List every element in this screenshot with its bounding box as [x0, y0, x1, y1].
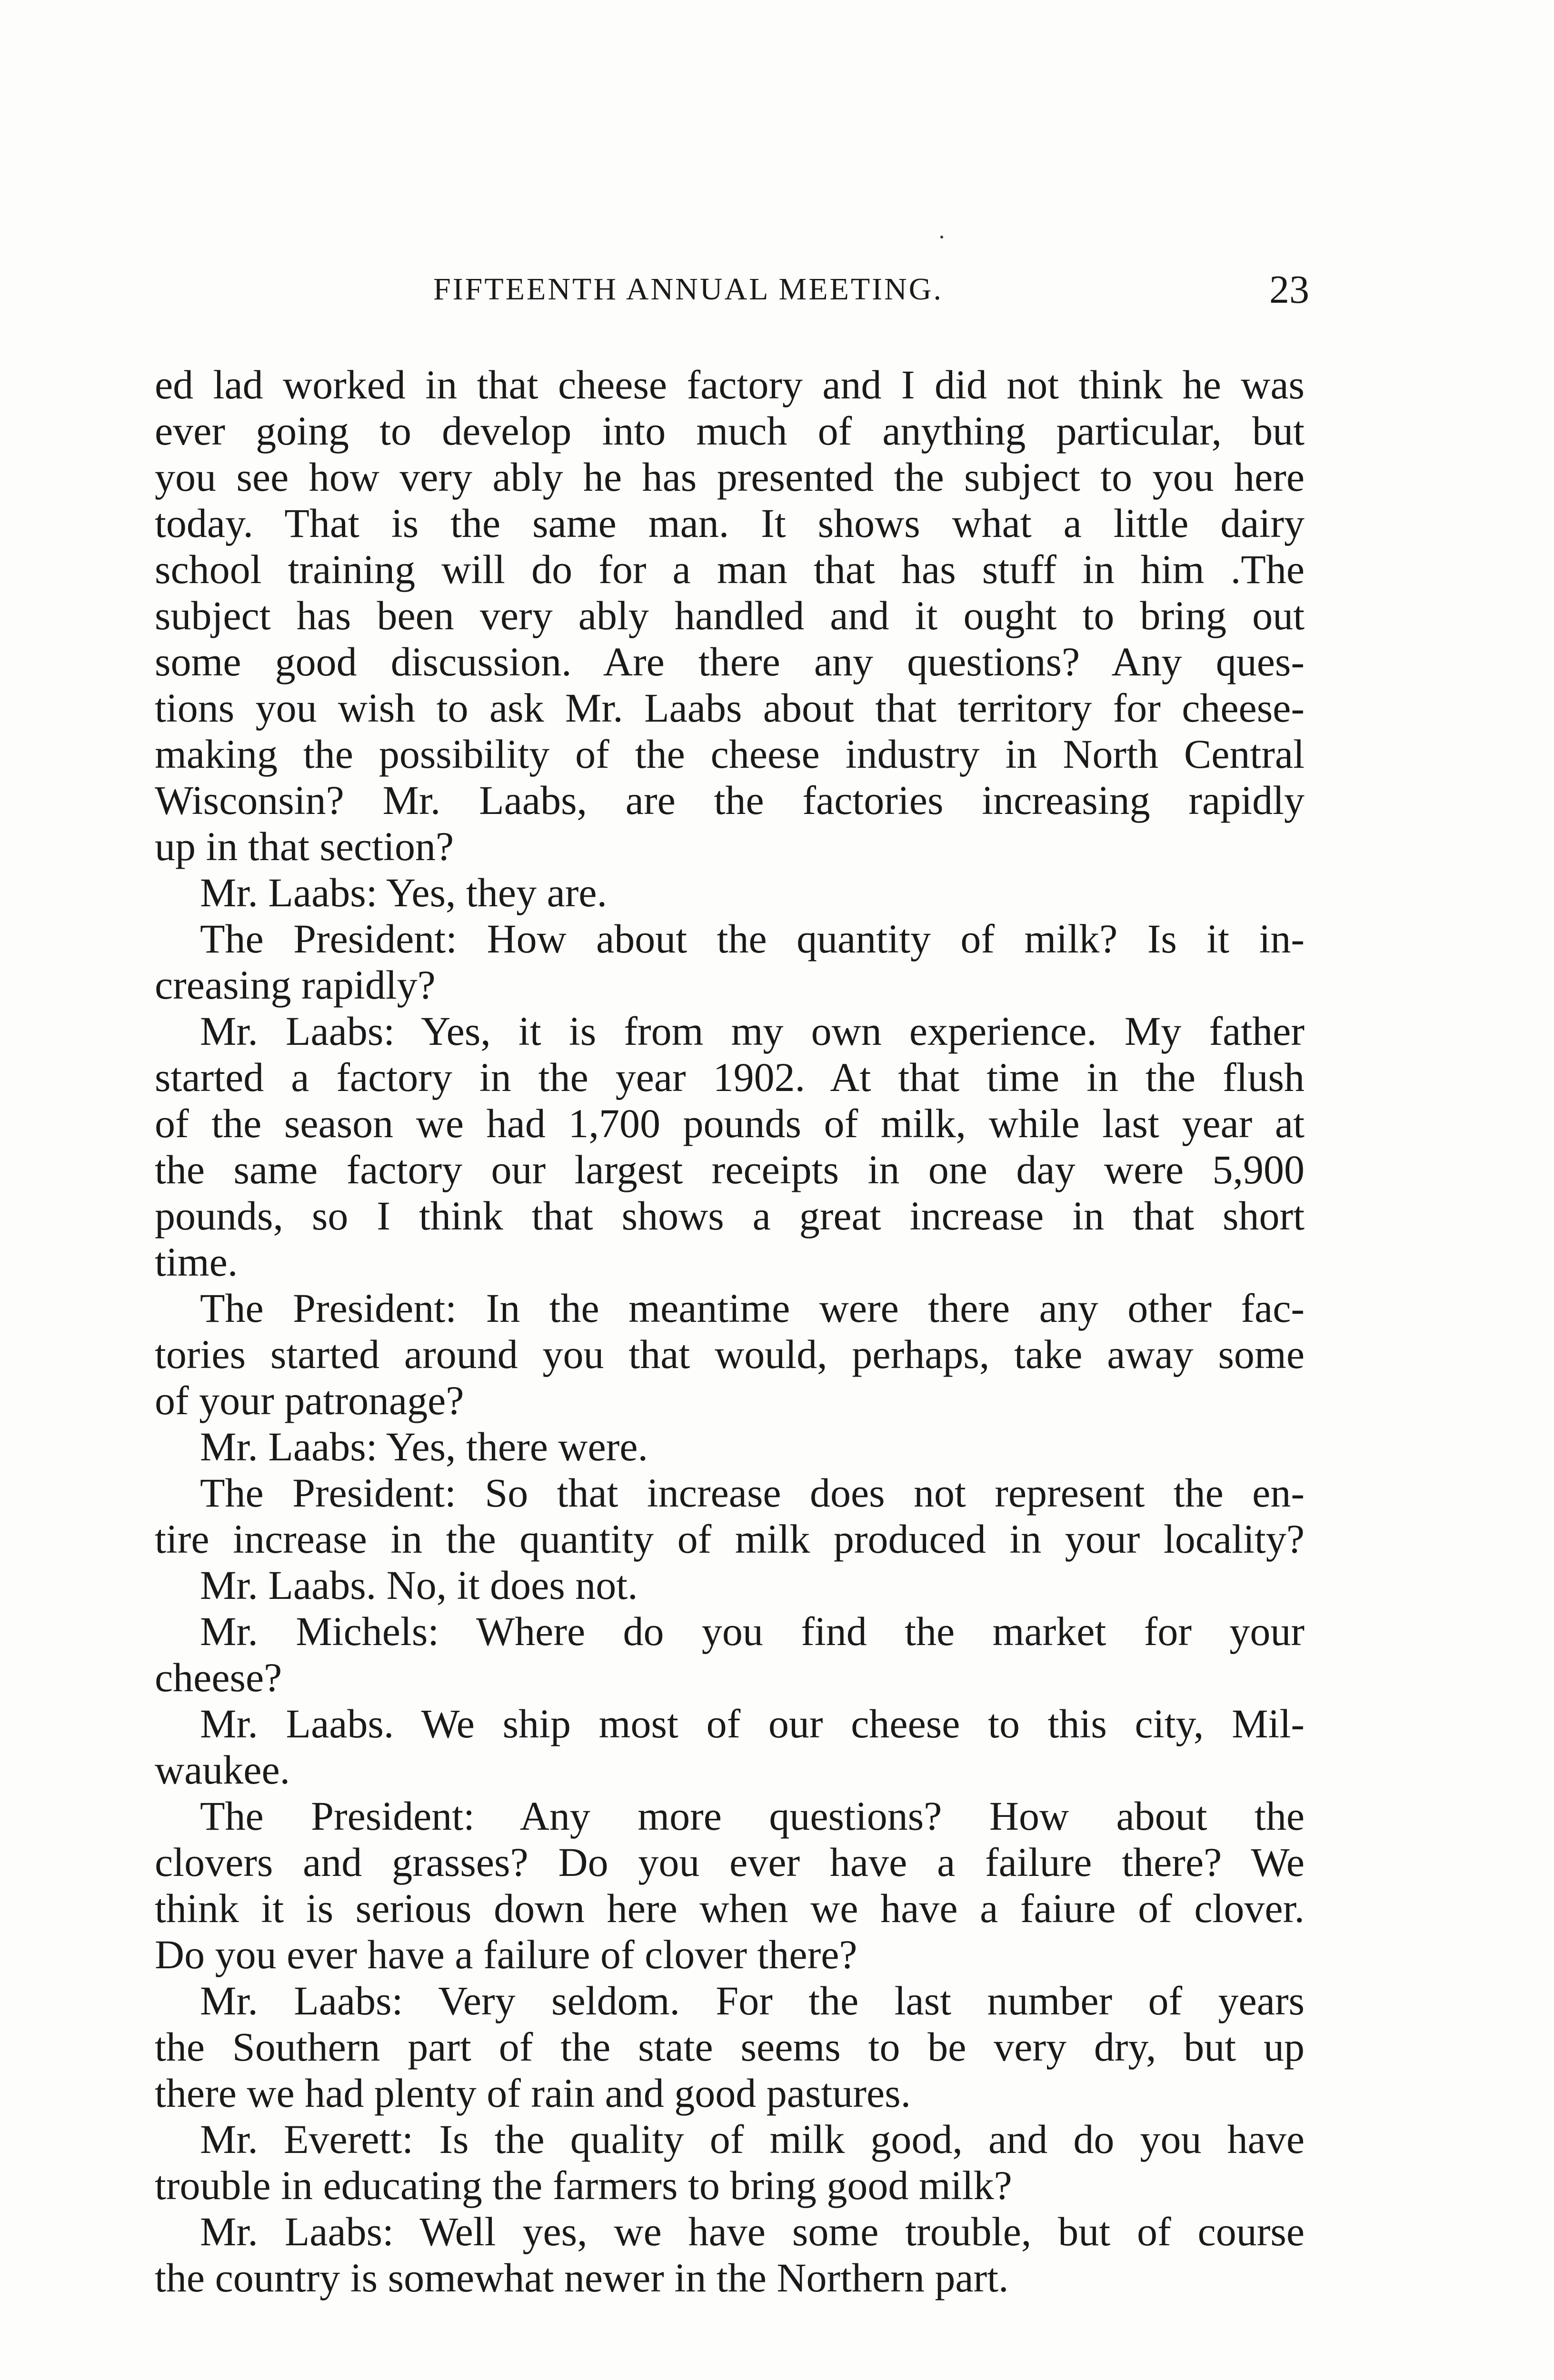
text-line: tions you wish to ask Mr. Laabs about that territory for cheese-: [155, 685, 1305, 731]
text-line: ed lad worked in that cheese factory and I did not think he was: [155, 362, 1305, 407]
text-line: Mr. Laabs: Well yes, we have some trouble, but of course: [200, 2209, 1305, 2254]
ink-speck: [940, 236, 943, 238]
text-line: of the season we had 1,700 pounds of milk, while last year at: [155, 1101, 1305, 1146]
text-line: The President: So that increase does not represent the en-: [200, 1470, 1305, 1516]
text-line: Mr. Laabs: Very seldom. For the last number of years: [200, 1978, 1305, 2023]
text-line: pounds, so I think that shows a great increase in that short: [155, 1193, 1305, 1239]
text-line: Do you ever have a failure of clover there?: [155, 1932, 857, 1977]
text-line: The President: In the meantime were there any other fac-: [200, 1285, 1305, 1331]
text-line: started a factory in the year 1902. At that time in the flush: [155, 1054, 1305, 1100]
text-line: Mr. Laabs: Yes, they are.: [200, 870, 608, 915]
running-head: FIFTEENTH ANNUAL MEETING.: [433, 272, 943, 307]
text-line: you see how very ably he has presented the subject to you here: [155, 454, 1305, 500]
text-line: think it is serious down here when we have a faiure of clover.: [155, 1885, 1305, 1931]
body-text: [155, 362, 1305, 2301]
text-line: subject has been very ably handled and it ought to bring out: [155, 593, 1305, 638]
text-line: time.: [155, 1239, 238, 1285]
text-line: Mr. Everett: Is the quality of milk good, and do you have: [200, 2116, 1305, 2162]
text-line: tire increase in the quantity of milk produced in your locality?: [155, 1516, 1305, 1562]
text-line: The President: How about the quantity of milk? Is it in-: [200, 916, 1305, 962]
text-line: tories started around you that would, perhaps, take away some: [155, 1331, 1305, 1377]
text-line: creasing rapidly?: [155, 962, 436, 1008]
text-line: waukee.: [155, 1747, 290, 1793]
text-line: Mr. Michels: Where do you find the market for your: [200, 1608, 1305, 1654]
page-header: [157, 267, 1309, 324]
text-line: the same factory our largest receipts in one day were 5,900: [155, 1147, 1305, 1192]
text-line: the Southern part of the state seems to be very dry, but up: [155, 2024, 1305, 2070]
text-line: of your patronage?: [155, 1378, 464, 1423]
text-line: the country is somewhat newer in the Northern part.: [155, 2255, 1009, 2301]
text-line: The President: Any more questions? How about the: [200, 1793, 1305, 1839]
text-line: up in that section?: [155, 823, 454, 869]
text-line: Mr. Laabs: Yes, there were.: [200, 1424, 648, 1469]
text-line: Mr. Laabs: Yes, it is from my own experience. My father: [200, 1008, 1305, 1054]
text-line: school training will do for a man that has stuff in him .The: [155, 546, 1305, 592]
text-line: clovers and grasses? Do you ever have a failure there? We: [155, 1839, 1305, 1885]
text-line: ever going to develop into much of anything particular, but: [155, 408, 1305, 454]
text-line: Mr. Laabs. We ship most of our cheese to this city, Mil-: [200, 1701, 1305, 1746]
text-line: cheese?: [155, 1655, 282, 1700]
text-line: today. That is the same man. It shows what a little dairy: [155, 500, 1305, 546]
page-number: 23: [1269, 268, 1309, 312]
text-line: trouble in educating the farmers to bring good milk?: [155, 2162, 1012, 2208]
text-line: making the possibility of the cheese industry in North Central: [155, 731, 1305, 777]
text-line: Mr. Laabs. No, it does not.: [200, 1562, 638, 1608]
text-line: Wisconsin? Mr. Laabs, are the factories increasing rapidly: [155, 777, 1305, 823]
text-line: there we had plenty of rain and good pastures.: [155, 2070, 911, 2116]
text-line: some good discussion. Are there any questions? Any ques-: [155, 639, 1305, 684]
